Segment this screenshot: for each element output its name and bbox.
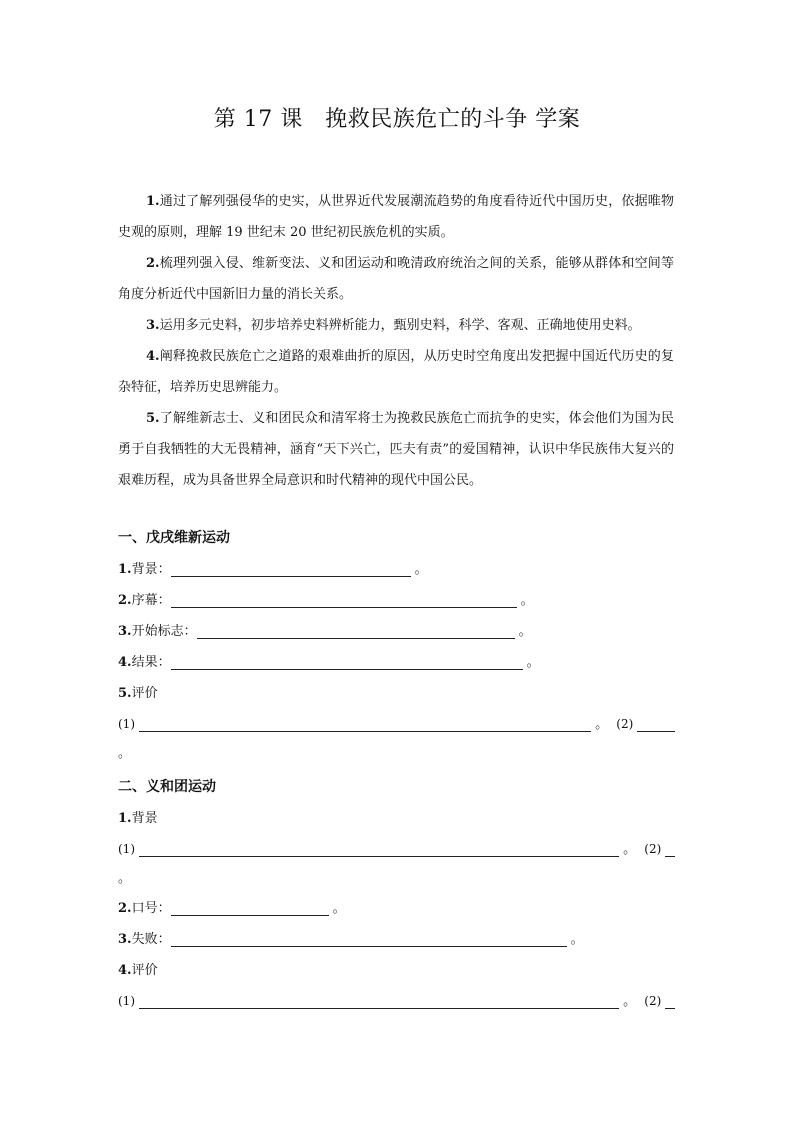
sub-item-number: (1) [118, 842, 135, 856]
objective-text: 了解维新志士、义和团民众和清军将士为挽救民族危亡而抗争的史实，体会他们为国为民勇于自我牺牲的大无畏精神，涵育“天下兴亡，匹夫有责”的爱国精神，认识中华民族伟大复兴的艰难历程，成为具备世界全局意识和时代精神的现代中国公民。 [118, 411, 674, 488]
item-label: 评价 [131, 686, 158, 701]
answer-blank[interactable] [197, 622, 515, 639]
period: 。 [118, 746, 132, 761]
objective-item [118, 248, 674, 310]
sub-item-number: (1) [118, 994, 135, 1008]
answer-blank[interactable] [665, 840, 675, 857]
sub-item-number: (2) [644, 994, 662, 1008]
item-label: 失败： [131, 932, 171, 947]
period: 。 [414, 562, 428, 577]
sub-item-number: (2) [616, 717, 634, 731]
item-number: 1. [118, 811, 132, 826]
objective-item [118, 186, 674, 248]
fill-row-evaluation-items [118, 709, 678, 740]
item-number: 5. [118, 686, 132, 701]
item-number: 2. [118, 593, 132, 608]
fill-row-evaluation [118, 678, 678, 709]
item-label: 背景 [131, 811, 158, 826]
objective-number: 4. [146, 349, 160, 364]
objective-item [118, 403, 674, 496]
period: 。 [118, 871, 132, 886]
fill-row-evaluation [118, 955, 678, 986]
item-number: 4. [118, 963, 132, 978]
answer-blank[interactable] [665, 992, 675, 1009]
fill-row-slogan [118, 893, 678, 924]
section-wuxu-reform [118, 523, 678, 768]
wrapped-period-row [118, 865, 678, 893]
section-heading: 二、义和团运动 [118, 779, 216, 795]
fill-row-start [118, 616, 678, 647]
fill-row-background [118, 554, 678, 585]
answer-blank[interactable] [171, 591, 517, 608]
objective-text: 通过了解列强侵华的史实，从世界近代发展潮流趋势的角度看待近代中国历史，依据唯物史观的原则，理解 19 世纪末 20 世纪初民族危机的实质。 [118, 194, 674, 240]
section-heading: 一、戊戌维新运动 [118, 530, 230, 546]
fill-row-result [118, 647, 678, 678]
item-label: 背景： [131, 562, 171, 577]
fill-row-evaluation-items [118, 986, 678, 1017]
objective-text: 阐释挽救民族危亡之道路的艰难曲折的原因，从历史时空角度出发把握中国近代历史的复杂特征，培养历史思辨能力。 [118, 349, 674, 395]
item-number: 3. [118, 624, 132, 639]
item-number: 2. [118, 901, 132, 916]
period: 。 [570, 932, 584, 947]
objective-number: 5. [146, 411, 160, 426]
item-label: 开始标志： [131, 624, 197, 639]
period: 。 [526, 655, 540, 670]
objective-number: 3. [146, 318, 160, 333]
answer-blank[interactable] [637, 715, 675, 732]
wrapped-period-row [118, 740, 678, 768]
answer-blank[interactable] [171, 899, 329, 916]
objective-text: 梳理列强入侵、维新变法、义和团运动和晚清政府统治之间的关系，能够从群体和空间等角度分析近代中国新旧力量的消长关系。 [118, 256, 674, 302]
objective-number: 1. [146, 194, 160, 209]
period: 。 [520, 593, 534, 608]
period: 。 [623, 842, 637, 857]
fill-row-background-items [118, 834, 678, 865]
item-number: 3. [118, 932, 132, 947]
fill-row-failure [118, 924, 678, 955]
fill-row-background [118, 803, 678, 834]
item-label: 评价 [131, 963, 158, 978]
answer-blank[interactable] [171, 930, 567, 947]
item-label: 结果： [131, 655, 171, 670]
item-label: 口号： [131, 901, 171, 916]
section-boxer-movement [118, 772, 678, 1017]
answer-blank[interactable] [171, 560, 411, 577]
sub-item-number: (1) [118, 717, 135, 731]
item-label: 序幕： [131, 593, 171, 608]
fill-row-prelude [118, 585, 678, 616]
period: 。 [623, 994, 637, 1009]
period: 。 [518, 624, 532, 639]
item-number: 1. [118, 562, 132, 577]
period: 。 [332, 901, 346, 916]
item-number: 4. [118, 655, 132, 670]
learning-objectives [118, 186, 674, 496]
answer-blank[interactable] [139, 992, 619, 1009]
page-title: 第 17 课 挽救民族危亡的斗争 学案 [213, 107, 581, 132]
sub-item-number: (2) [644, 842, 662, 856]
answer-blank[interactable] [139, 840, 619, 857]
answer-blank[interactable] [171, 653, 523, 670]
objective-number: 2. [146, 256, 160, 271]
objective-item [118, 310, 674, 341]
objective-item [118, 341, 674, 403]
period: 。 [595, 717, 609, 732]
objective-text: 运用多元史料，初步培养史料辨析能力，甄别史料，科学、客观、正确地使用史料。 [159, 318, 641, 333]
answer-blank[interactable] [139, 715, 591, 732]
